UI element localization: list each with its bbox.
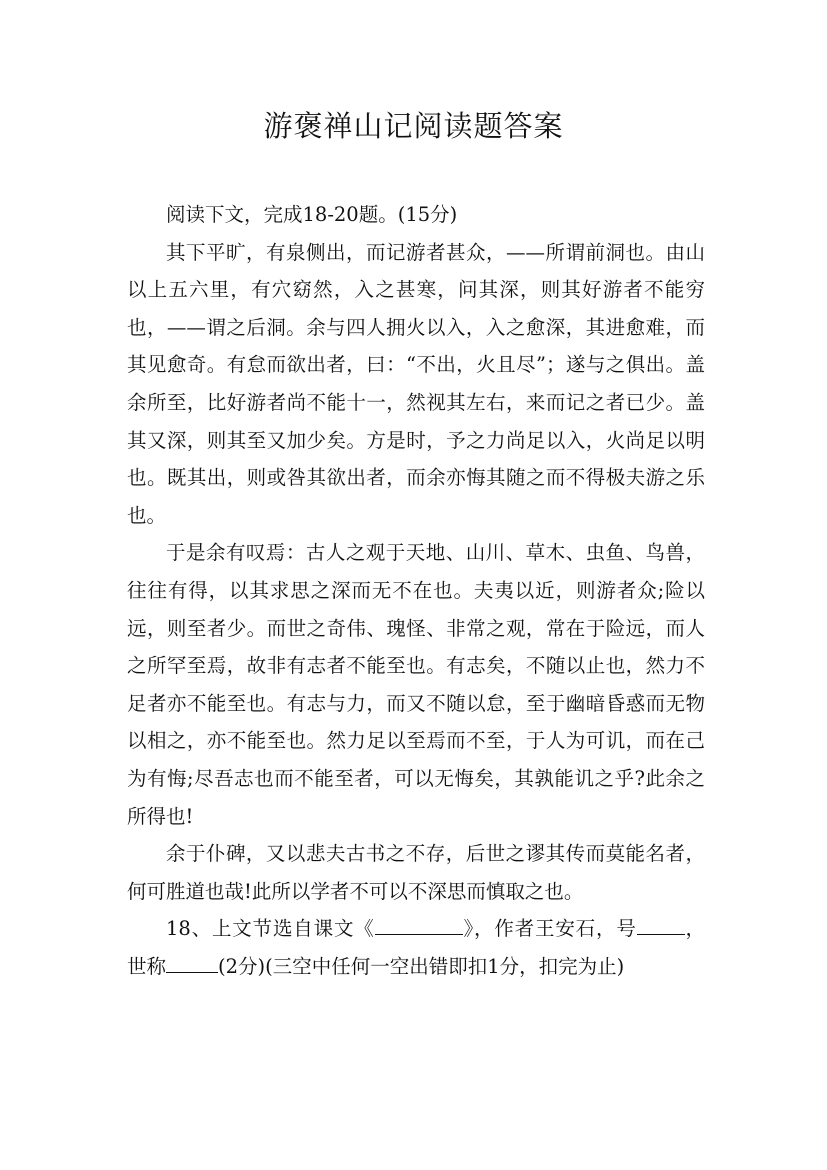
- paragraph-2: 于是余有叹焉：古人之观于天地、山川、草木、虫鱼、鸟兽，往往有得，以其求思之深而无不在也。夫夷以近，则游者众;险以远，则至者少。而世之奇伟、瑰怪、非常之观，常在于险远，而人之所罕至焉，故非有志者不能至也。有志矣，不随以止也，然力不足者亦不能至也。有志与力，而又不随以怠，至于幽暗昏惑而无物以相之，亦不能至也。然力足以至焉而不至，于人为可讥，而在己为有悔;尽吾志也而不能至者，可以无悔矣，其孰能讥之乎?此余之所得也!: [127, 541, 705, 828]
- answer-blank-title: [375, 913, 463, 935]
- paragraph-1: 其下平旷，有泉侧出，而记游者甚众，——所谓前洞也。由山以上五六里，有穴窈然，入之甚寒，问其深，则其好游者不能穷也，——谓之后洞。余与四人拥火以入，入之愈深，其进愈难，而其见愈奇。有怠而欲出者，曰：“不出，火且尽”；遂与之俱出。盖余所至，比好游者尚不能十一，然视其左右，来而记之者已少。盖其又深，则其至又加少矣。方是时，予之力尚足以入，火尚足以明也。既其出，则或咎其欲出者，而余亦悔其随之而不得极夫游之乐也。: [127, 240, 705, 527]
- question-text-3: ，世称: [127, 917, 705, 978]
- intro-line: 阅读下文，完成18-20题。(15分): [166, 203, 458, 226]
- question-text-2: 》，作者王安石，号: [462, 917, 637, 941]
- page-title: 游褒禅山记阅读题答案: [263, 109, 564, 143]
- answer-blank-chen: [166, 950, 218, 972]
- question-18: [127, 910, 705, 985]
- article-body: [127, 196, 705, 985]
- question-text-1: 18、上文节选自课文《: [166, 917, 375, 941]
- paragraph-3: 余于仆碑，又以悲夫古书之不存，后世之谬其传而莫能名者，何可胜道也哉!此所以学者不可以不深思而慎取之也。: [127, 842, 705, 903]
- question-text-4: (2分)(三空中任何一空出错即扣1分，扣完为止): [218, 954, 625, 978]
- answer-blank-hao: [637, 913, 685, 935]
